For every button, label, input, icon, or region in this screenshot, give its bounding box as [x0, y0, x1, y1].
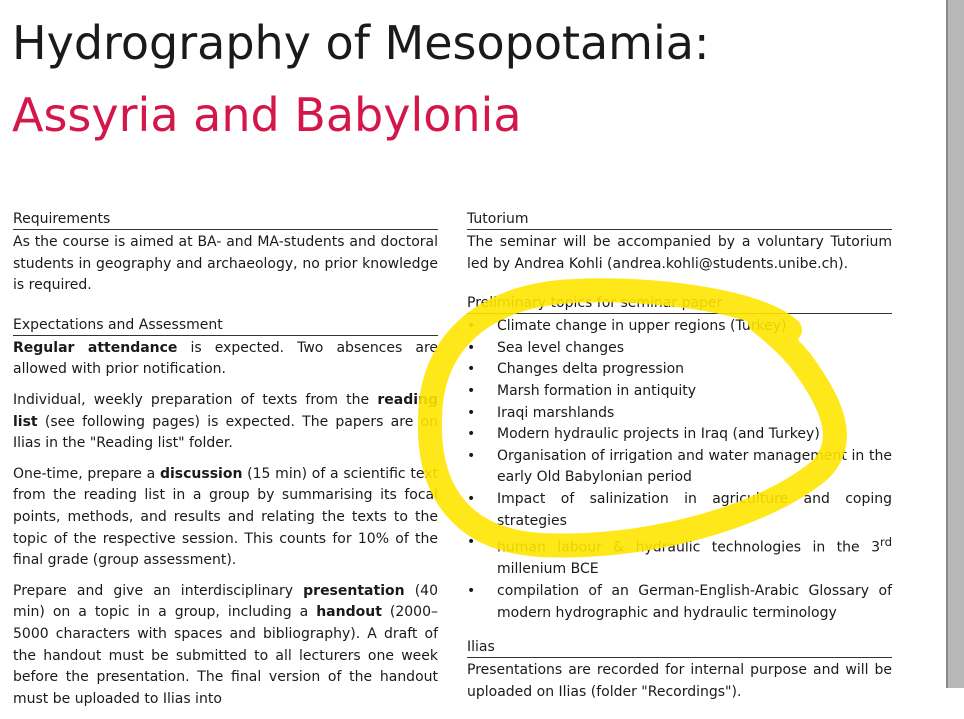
- attendance-text: is expected. Two absences are allowed with prior notification.: [13, 339, 439, 378]
- requirements-heading: Requirements: [13, 210, 438, 230]
- discussion-bold: discussion: [159, 465, 243, 482]
- ilias-text: Presentations are recorded for internal purpose and will be uploaded on Ilias (folder "Recordings").: [467, 662, 892, 700]
- handout-bold: handout: [316, 604, 382, 621]
- attendance-bold: Regular attendance: [13, 339, 178, 356]
- requirements-text: As the course is aimed at BA- and MA-students and doctoral students in geography and archaeology, no prior knowledge is required.: [13, 234, 438, 294]
- reading-text-pre: Individual, weekly preparation of texts from the: [13, 391, 378, 408]
- ilias-heading: Ilias: [467, 638, 892, 658]
- bullet-icon: •: [467, 490, 476, 507]
- scrollbar-track[interactable]: [946, 0, 964, 688]
- left-column: [13, 210, 438, 719]
- right-column: [467, 210, 892, 712]
- list-item: • Sea level changes: [467, 338, 892, 360]
- reading-list-bold: reading list: [13, 391, 438, 430]
- bullet-icon: •: [467, 318, 476, 335]
- bullet-icon: •: [467, 339, 476, 356]
- title-line-2: Assyria and Babylonia: [12, 88, 522, 142]
- presentation-text-pre: Prepare and give an interdisciplinary: [13, 582, 304, 599]
- bullet-icon: •: [467, 426, 476, 443]
- list-item: • Organisation of irrigation and water management in the early Old Babylonian period: [467, 447, 892, 486]
- discussion-text-pre: One-time, prepare a: [13, 465, 160, 482]
- presentation-bold: presentation: [303, 582, 405, 599]
- list-item: • Modern hydraulic projects in Iraq (and Turkey): [467, 424, 892, 446]
- topics-list: [467, 316, 892, 624]
- item9-text-post: millenium BCE: [497, 561, 599, 578]
- reading-paragraph: [13, 390, 438, 455]
- tutorium-text: The seminar will be accompanied by a voluntary Tutorium led by Andrea Kohli (andrea.kohli@students.unibe.ch).: [467, 234, 892, 272]
- presentation-paragraph: [13, 581, 438, 711]
- list-item: • Iraqi marshlands: [467, 403, 892, 425]
- title-line-1: Hydrography of Mesopotamia:: [12, 16, 710, 70]
- list-item: • Impact of salinization in agriculture and coping strategies: [467, 490, 892, 529]
- attendance-paragraph: [13, 338, 438, 381]
- item9-text-pre: human labour & hydraulic technologies in the 3: [497, 539, 880, 556]
- bullet-icon: •: [467, 382, 476, 399]
- list-item: • compilation of an German-English-Arabic Glossary of modern hydrographic and hydraulic terminology: [467, 582, 892, 621]
- bullet-icon: •: [467, 534, 476, 551]
- bullet-icon: •: [467, 404, 476, 421]
- bullet-icon: •: [467, 361, 476, 378]
- topics-heading: Preliminary topics for seminar paper: [467, 294, 892, 314]
- presentation-text-post: (2000–5000 characters with spaces and bibliography). A draft of the handout must be submitted to all lecturers one week before the presentation. The final version of the handout must be uploaded to Ilias into: [13, 604, 438, 707]
- tutorium-heading: Tutorium: [467, 210, 892, 230]
- list-item: • Climate change in upper regions (Turkey): [467, 316, 892, 338]
- item9-superscript: rd: [880, 535, 892, 550]
- presentation-text-mid: (40 min) on a topic in a group, including a: [13, 582, 438, 621]
- bullet-icon: •: [467, 447, 476, 464]
- list-item: [467, 532, 892, 581]
- list-item: • Changes delta progression: [467, 359, 892, 381]
- reading-text-post: (see following pages) is expected. The papers are on Ilias in the "Reading list" folder.: [13, 413, 438, 452]
- discussion-text-post: (15 min) of a scientific text from the reading list in a group by summarising its focal points, methods, and results and relating the texts to the topic of the respective session. This counts for 10% of the final grade (group assessment).: [13, 465, 438, 569]
- list-item: • Marsh formation in antiquity: [467, 381, 892, 403]
- expectations-heading: Expectations and Assessment: [13, 316, 438, 336]
- discussion-paragraph: [13, 464, 438, 572]
- bullet-icon: •: [467, 582, 476, 599]
